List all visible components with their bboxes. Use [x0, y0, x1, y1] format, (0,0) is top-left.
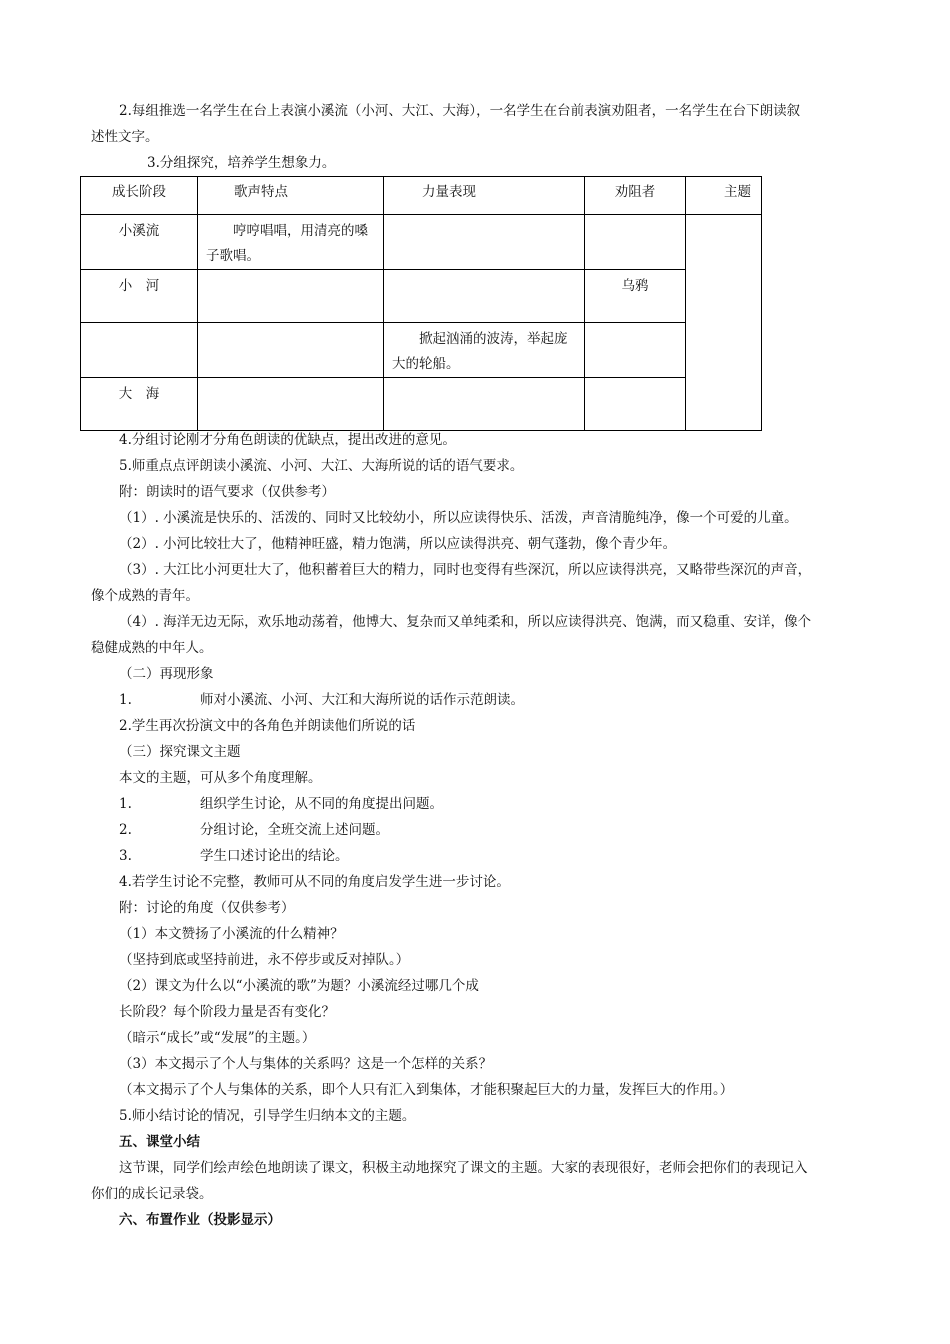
table-header-row [81, 177, 762, 215]
growth-stage-table [80, 176, 762, 431]
table-cell [384, 378, 585, 431]
paragraph: （坚持到底或坚持前进，永不停步或反对掉队。） [119, 952, 410, 968]
table-cell [81, 323, 198, 378]
paragraph: 附：朗读时的语气要求（仅供参考） [119, 484, 335, 500]
paragraph: （1）. 小溪流是快乐的、活泼的、同时又比较幼小，所以应读得快乐、活泼，声音清脆纯净，像一个可爱的儿童。 [119, 510, 798, 526]
paragraph: 4.若学生讨论不完整，教师可从不同的角度启发学生进一步讨论。 [119, 874, 510, 890]
paragraph: 你们的成长记录袋。 [91, 1186, 213, 1202]
list-number: 3. [119, 848, 132, 864]
paragraph: （3）本文揭示了个人与集体的关系吗？这是一个怎样的关系？ [119, 1056, 493, 1072]
paragraph: 2.学生再次扮演文中的各角色并朗读他们所说的话 [119, 718, 416, 734]
table-row [81, 378, 762, 431]
paragraph: 附：讨论的角度（仅供参考） [119, 900, 295, 916]
paragraph: 稳健成熟的中年人。 [91, 640, 213, 656]
header-dissuader: 劝阻者 [585, 177, 686, 215]
paragraph: 长阶段？每个阶段力量是否有变化？ [119, 1004, 335, 1020]
list-number: 1. [119, 692, 132, 708]
paragraph: 5.师重点点评朗读小溪流、小河、大江、大海所说的话的语气要求。 [119, 458, 524, 474]
table-cell: 小 河 [81, 270, 198, 323]
list-number: 1. [119, 796, 132, 812]
paragraph: 像个成熟的青年。 [91, 588, 199, 604]
table-cell [384, 270, 585, 323]
table-cell: 掀起汹涌的波涛，举起庞大的轮船。 [384, 323, 585, 378]
header-power: 力量表现 [384, 177, 585, 215]
table-cell [198, 270, 384, 323]
list-number: 2. [119, 822, 132, 838]
paragraph: 述性文字。 [91, 129, 159, 145]
paragraph: 4.分组讨论刚才分角色朗读的优缺点，提出改进的意见。 [119, 432, 456, 448]
paragraph: 3.分组探究，培养学生想象力。 [147, 155, 336, 171]
table-row [81, 270, 762, 323]
paragraph: （4）. 海洋无边无际，欢乐地动荡着，他博大、复杂而又单纯柔和，所以应读得洪亮、饱满，而又稳重、安详，像个 [119, 614, 812, 630]
paragraph: （1）本文赞扬了小溪流的什么精神？ [119, 926, 344, 942]
section-heading: （二）再现形象 [119, 666, 214, 682]
section-heading: 六、布置作业（投影显示） [119, 1212, 281, 1228]
paragraph: 5.师小结讨论的情况，引导学生归纳本文的主题。 [119, 1108, 416, 1124]
paragraph: （2）课文为什么以“小溪流的歌”为题？小溪流经过哪几个成 [119, 978, 479, 994]
table-cell [198, 323, 384, 378]
table-row [81, 323, 762, 378]
table-cell: 大 海 [81, 378, 198, 431]
section-heading: 五、课堂小结 [119, 1134, 200, 1150]
table-cell [585, 215, 686, 270]
list-item: 分组讨论，全班交流上述问题。 [200, 822, 389, 838]
list-item: 学生口述讨论出的结论。 [200, 848, 349, 864]
header-stage: 成长阶段 [81, 177, 198, 215]
paragraph: 本文的主题，可从多个角度理解。 [119, 770, 322, 786]
table-cell [585, 378, 686, 431]
table-cell [384, 215, 585, 270]
paragraph: 2.每组推选一名学生在台上表演小溪流（小河、大江、大海），一名学生在台前表演劝阻者，一名学生在台下朗读叙 [119, 103, 801, 119]
paragraph: （2）. 小河比较壮大了，他精神旺盛，精力饱满，所以应读得洪亮、朝气蓬勃，像个青少年。 [119, 536, 677, 552]
header-song: 歌声特点 [198, 177, 384, 215]
table-cell [585, 323, 686, 378]
table-row [81, 215, 762, 270]
paragraph: （3）. 大江比小河更壮大了，他积蓄着巨大的精力，同时也变得有些深沉，所以应读得洪亮，又略带些深沉的声音， [119, 562, 812, 578]
table-cell: 乌鸦 [585, 270, 686, 323]
list-item: 组织学生讨论，从不同的角度提出问题。 [200, 796, 443, 812]
header-theme: 主题 [686, 177, 762, 215]
table-cell [198, 378, 384, 431]
table-cell: 小溪流 [81, 215, 198, 270]
paragraph: （暗示“成长”或“发展”的主题。） [119, 1030, 316, 1046]
paragraph: （本文揭示了个人与集体的关系，即个人只有汇入到集体，才能积聚起巨大的力量，发挥巨大的作用。） [119, 1082, 734, 1098]
paragraph: 这节课，同学们绘声绘色地朗读了课文，积极主动地探究了课文的主题。大家的表现很好，老师会把你们的表现记入 [119, 1160, 808, 1176]
section-heading: （三）探究课文主题 [119, 744, 241, 760]
table-cell: 哼哼唱唱，用清亮的嗓子歌唱。 [198, 215, 384, 270]
table-cell-theme [686, 215, 762, 431]
list-item: 师对小溪流、小河、大江和大海所说的话作示范朗读。 [200, 692, 524, 708]
